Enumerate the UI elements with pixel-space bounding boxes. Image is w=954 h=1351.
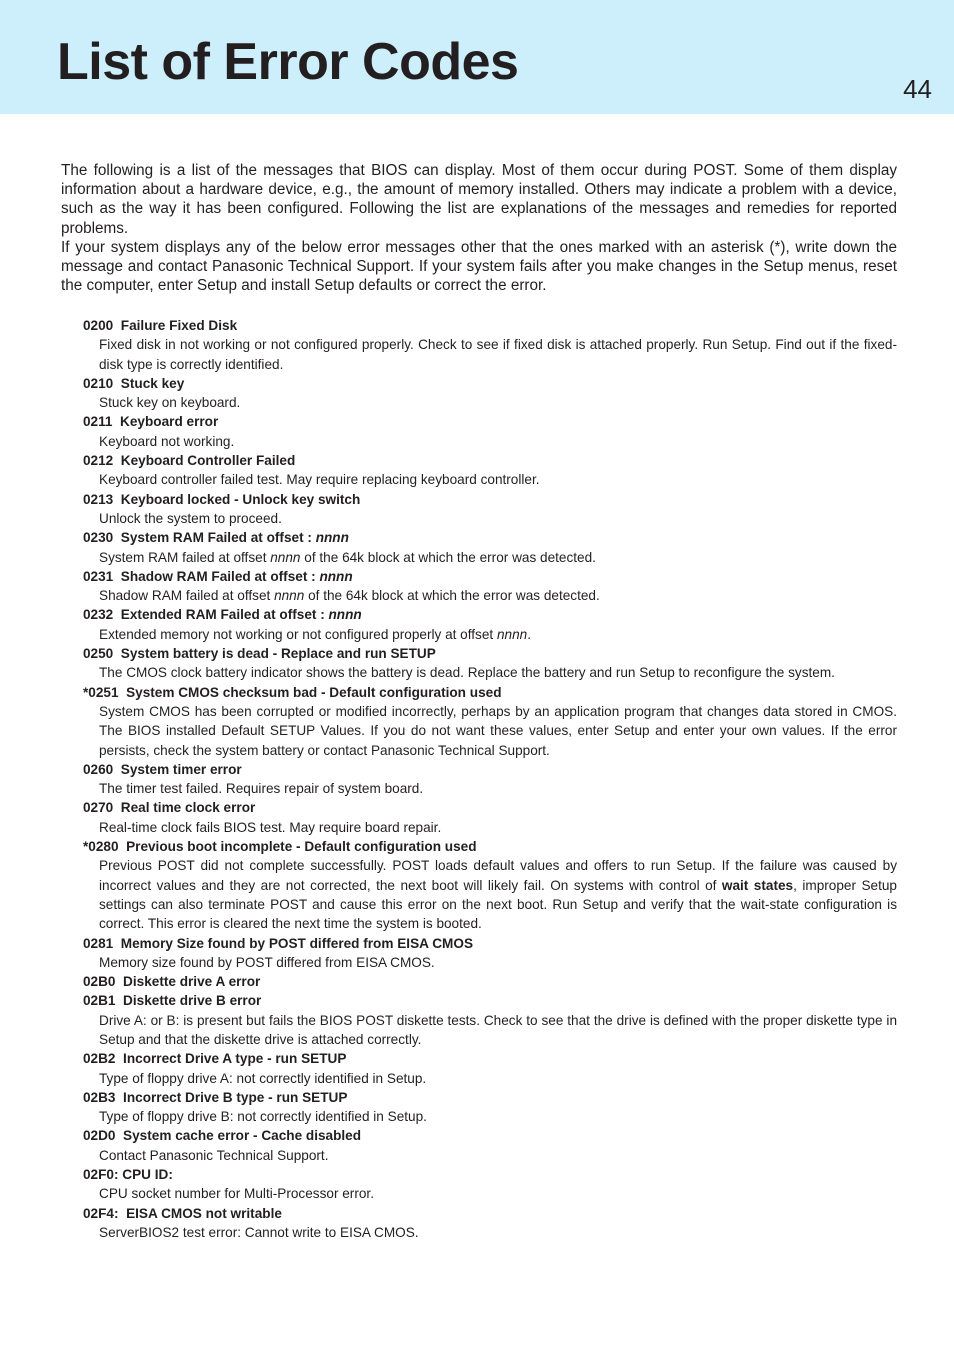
error-entry	[83, 1126, 897, 1165]
error-description	[83, 586, 897, 605]
error-entry	[83, 316, 897, 374]
error-code: 02B3 Incorrect Drive B type - run SETUP	[83, 1089, 348, 1105]
error-code	[83, 605, 897, 624]
error-code	[83, 528, 897, 547]
error-code-list	[83, 316, 897, 1242]
error-code: 02F4: EISA CMOS not writable	[83, 1205, 282, 1221]
error-code-variable: nnnn	[328, 607, 362, 623]
error-code	[83, 567, 897, 586]
desc-text: System RAM failed at offset	[99, 549, 271, 565]
error-entry	[83, 1088, 897, 1127]
error-entry	[83, 567, 897, 606]
error-description: Contact Panasonic Technical Support.	[99, 1147, 329, 1163]
intro-paragraph: If your system displays any of the below error messages other that the ones marked with an asterisk (*), write down the message and contact Panasonic Technical Support. If your system fails after you make changes in the Setup menus, reset the computer, enter Setup and install Setup defaults or correct the error.	[61, 238, 897, 295]
desc-text: Previous POST did not complete successfully. POST loads default values and offers to run Setup. If the failure was caused by incorrect values and they are not corrected, the next boot will likely fail. On systems with control of	[99, 858, 897, 893]
error-code: *0280 Previous boot incomplete - Default configuration used	[83, 839, 477, 855]
error-description: Drive A: or B: is present but fails the BIOS POST diskette tests. Check to see that the drive is defined with the proper diskette type in Setup and that the diskette drive is attached correctly.	[99, 1012, 897, 1047]
desc-text: .	[527, 626, 531, 642]
error-entry	[83, 451, 897, 490]
error-description: The timer test failed. Requires repair of system board.	[99, 781, 424, 797]
desc-text: , improper Setup settings can also terminate POST and cause this error on the next boot. Run Setup and verify that the wait-state configuration is correct. This error is cleared the next time the system is booted.	[99, 877, 897, 932]
error-code: 0200 Failure Fixed Disk	[83, 318, 238, 333]
error-code-variable: nnnn	[319, 568, 353, 584]
error-entry	[83, 1204, 897, 1243]
error-description	[83, 548, 897, 567]
error-entry	[83, 934, 897, 973]
error-code: *0251 System CMOS checksum bad - Default configuration used	[83, 684, 502, 700]
intro-text	[61, 161, 897, 295]
error-code: 0250 System battery is dead - Replace and run SETUP	[83, 646, 436, 662]
error-code: 0213 Keyboard locked - Unlock key switch	[83, 491, 361, 507]
error-code: 02D0 System cache error - Cache disabled	[83, 1128, 362, 1144]
page-number: 44	[903, 74, 932, 104]
error-description: Unlock the system to proceed.	[99, 510, 282, 526]
error-code-text: 0231 Shadow RAM Failed at offset :	[83, 568, 320, 584]
error-entry	[83, 972, 897, 991]
desc-variable: nnnn	[274, 588, 305, 604]
intro-paragraph: The following is a list of the messages that BIOS can display. Most of them occur during POST. Some of them display information about a hardware device, e.g., the amount of memory installed. Others may indicate a problem with a device, such as the way it has been configured. Following the list are explanations of the messages and remedies for reported problems.	[61, 162, 897, 237]
error-code-variable: nnnn	[315, 530, 349, 546]
error-description	[83, 856, 897, 933]
error-description: The CMOS clock battery indicator shows the battery is dead. Replace the battery and run Setup to reconfigure the system.	[99, 665, 835, 681]
desc-text: Extended memory not working or not configured properly at offset	[99, 626, 497, 642]
error-description: CPU socket number for Multi-Processor error.	[99, 1186, 374, 1202]
error-code-text: 0230 System RAM Failed at offset :	[83, 530, 316, 546]
error-description: Type of floppy drive B: not correctly identified in Setup.	[99, 1109, 427, 1125]
error-entry	[83, 1049, 897, 1088]
error-description: Fixed disk in not working or not configured properly. Check to see if fixed disk is attached properly. Run Setup. Find out if the fixed-disk type is correctly identified.	[99, 337, 897, 372]
error-entry	[83, 644, 897, 683]
error-entry	[83, 991, 897, 1049]
desc-text: of the 64k block at which the error was detected.	[300, 549, 596, 565]
error-code: 02B1 Diskette drive B error	[83, 993, 262, 1009]
desc-text: of the 64k block at which the error was detected.	[304, 588, 600, 604]
desc-text: Shadow RAM failed at offset	[99, 588, 275, 604]
error-description: Type of floppy drive A: not correctly identified in Setup.	[99, 1070, 427, 1086]
error-code: 02B2 Incorrect Drive A type - run SETUP	[83, 1051, 347, 1067]
error-code: 0281 Memory Size found by POST differed from EISA CMOS	[83, 935, 474, 951]
error-entry	[83, 683, 897, 760]
error-description: Memory size found by POST differed from EISA CMOS.	[99, 954, 435, 970]
desc-variable: nnnn	[270, 549, 301, 565]
desc-emphasis: wait states	[721, 877, 794, 893]
error-code: 0211 Keyboard error	[83, 414, 219, 430]
error-code-text: 0232 Extended RAM Failed at offset :	[83, 607, 329, 623]
error-entry	[83, 798, 897, 837]
error-entry	[83, 490, 897, 529]
error-entry	[83, 1165, 897, 1204]
error-description: System CMOS has been corrupted or modified incorrectly, perhaps by an application program that changes data stored in CMOS. The BIOS installed Default SETUP Values. If you do not want these values, enter Setup and enter your own values. If the error persists, check the system battery or contact Panasonic Technical Support.	[99, 703, 897, 758]
error-entry	[83, 412, 897, 451]
header-banner	[0, 0, 954, 114]
error-code: 0210 Stuck key	[83, 375, 185, 391]
error-description	[83, 625, 897, 644]
error-entry	[83, 528, 897, 567]
error-description: Real-time clock fails BIOS test. May require board repair.	[99, 819, 442, 835]
page-title: List of Error Codes	[57, 33, 519, 91]
error-entry	[83, 837, 897, 933]
error-code: 0212 Keyboard Controller Failed	[83, 453, 296, 469]
error-code: 0270 Real time clock error	[83, 800, 256, 816]
error-description: Stuck key on keyboard.	[99, 395, 241, 411]
error-description: ServerBIOS2 test error: Cannot write to EISA CMOS.	[99, 1224, 419, 1240]
error-entry	[83, 760, 897, 799]
error-code: 0260 System timer error	[83, 761, 242, 777]
error-description: Keyboard not working.	[99, 433, 235, 449]
error-description: Keyboard controller failed test. May require replacing keyboard controller.	[99, 472, 540, 488]
error-code: 02F0: CPU ID:	[83, 1167, 173, 1183]
desc-variable: nnnn	[496, 626, 528, 642]
error-entry	[83, 605, 897, 644]
error-code: 02B0 Diskette drive A error	[83, 974, 261, 990]
error-entry	[83, 374, 897, 413]
